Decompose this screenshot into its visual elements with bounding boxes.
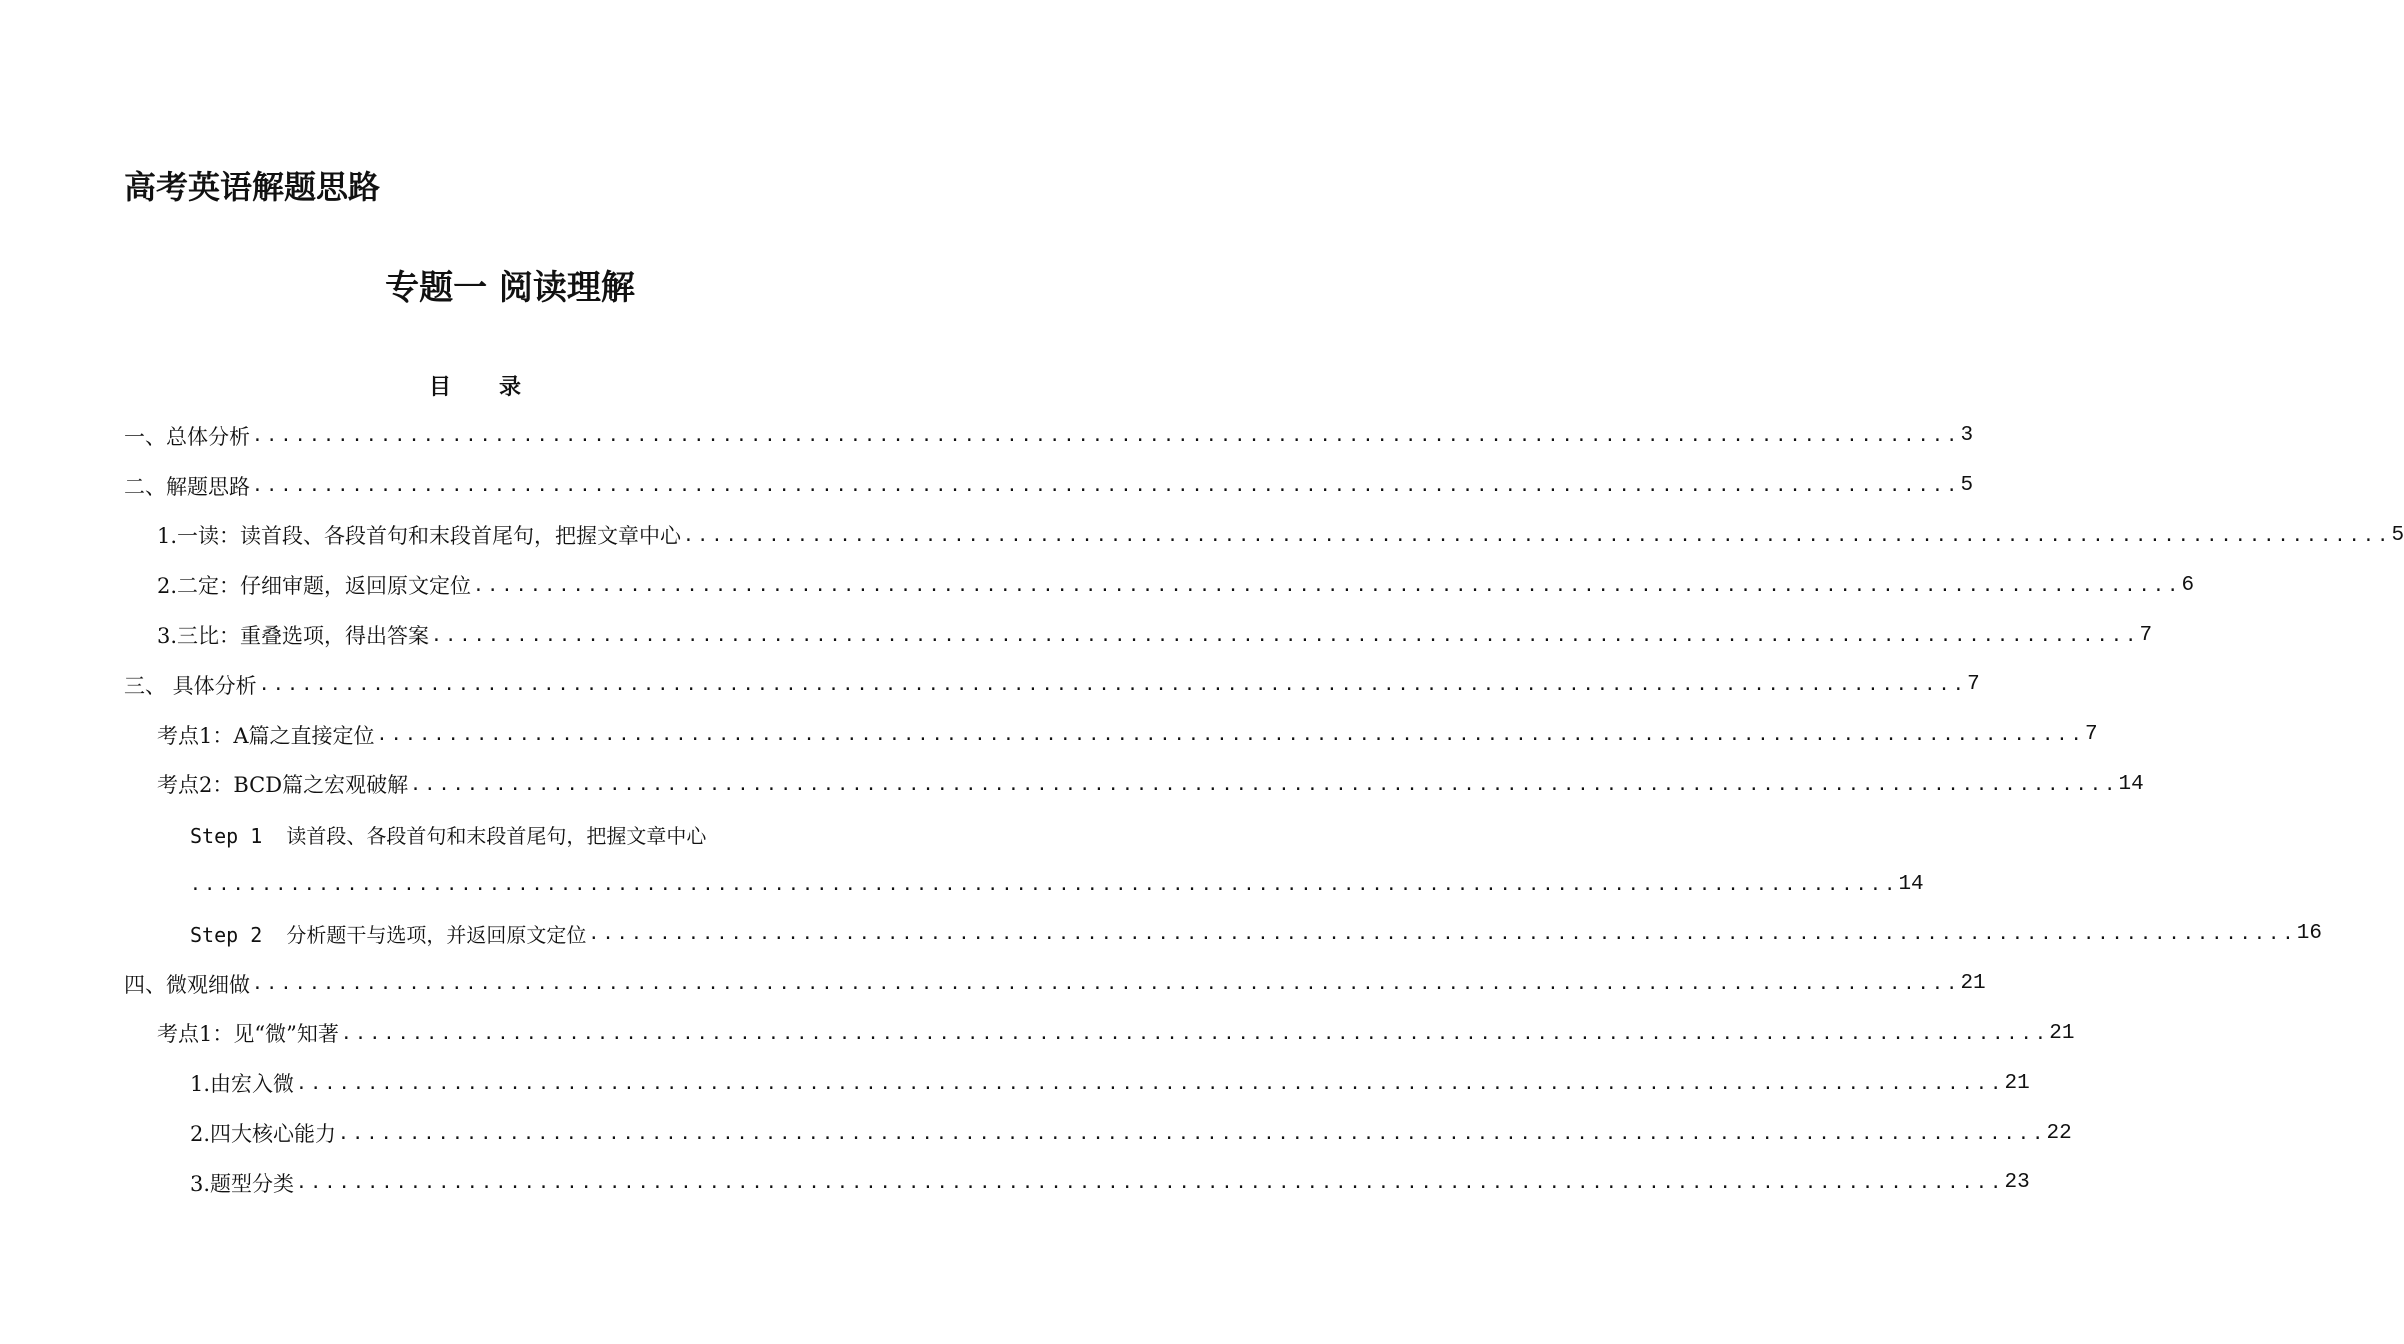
- toc-entry[interactable]: [124, 760, 2144, 810]
- toc-entry-label: 2.二定：仔细审题，返回原文定位: [157, 574, 472, 599]
- toc-entry-label: 二、解题思路: [124, 474, 250, 499]
- toc-entry-page: 7: [2139, 623, 2153, 647]
- toc-entry-label: 3.三比：重叠选项，得出答案: [157, 624, 430, 649]
- toc-entry-page: 22: [2046, 1121, 2072, 1145]
- toc-leader-dots: ........................................................................................................................: [431, 624, 2140, 646]
- toc-entry-label: 1.一读：读首段、各段首句和末段首尾句，把握文章中心: [157, 524, 682, 549]
- toc-entry[interactable]: [124, 959, 1986, 1009]
- toc-entry[interactable]: [124, 809, 828, 859]
- toc-leader-dots: ........................................................................................................................: [252, 475, 1961, 497]
- toc-entry-page: 7: [2084, 723, 2098, 747]
- toc-entry[interactable]: [124, 1158, 2030, 1208]
- toc-entry-label: 一、总体分析: [124, 424, 250, 449]
- toc-entry-continuation[interactable]: [124, 859, 1924, 909]
- toc-entry-page: 21: [1960, 972, 1986, 996]
- toc-entry-page: 3: [1960, 424, 1974, 448]
- toc-entry-page: 16: [2296, 922, 2322, 946]
- toc-entry[interactable]: [124, 610, 2153, 660]
- toc-entry[interactable]: [124, 909, 2322, 959]
- toc-entry-page: 5: [2391, 523, 2404, 547]
- toc-leader-dots: ........................................................................................................................: [410, 773, 2119, 795]
- toc-leader-dots: ........................................................................................................................: [340, 1022, 2050, 1044]
- toc-leader-dots: ........................................................................................................................: [338, 1122, 2047, 1144]
- toc-entry-label: Step 2 分析题干与选项，并返回原文定位: [190, 923, 587, 948]
- toc-entry-label: Step 1 读首段、各段首句和末段首尾句，把握文章中心: [190, 823, 707, 848]
- toc-leader-dots: ........................................................................................................................: [296, 1072, 2005, 1094]
- toc-heading: 目录: [428, 374, 569, 400]
- toc-entry-label: 考点2：BCD篇之宏观破解: [157, 773, 409, 798]
- toc-leader-dots: ........................................................................................................................: [190, 873, 1899, 895]
- table-of-contents: [124, 411, 2404, 1208]
- toc-leader-dots: ........................................................................................................................: [258, 674, 1968, 696]
- toc-entry-label: 考点1：见“微”知著: [157, 1022, 339, 1047]
- document-title: 高考英语解题思路: [124, 168, 381, 206]
- toc-entry-label: 考点1：A篇之直接定位: [157, 723, 375, 748]
- toc-leader-dots: ........................................................................................................................: [683, 524, 2392, 546]
- toc-entry[interactable]: [124, 710, 2098, 760]
- document-subtitle: 专题一 阅读理解: [385, 268, 635, 308]
- toc-leader-dots: ........................................................................................................................: [376, 724, 2085, 746]
- toc-entry-label: 2.四大核心能力: [190, 1122, 337, 1147]
- toc-entry-label: 3.题型分类: [190, 1171, 295, 1196]
- toc-entry[interactable]: [124, 461, 1974, 511]
- toc-entry-page: 5: [1960, 474, 1974, 498]
- toc-entry-page: 6: [2181, 573, 2195, 597]
- toc-entry-label: 1.由宏入微: [190, 1072, 295, 1097]
- toc-entry[interactable]: [124, 1009, 2075, 1059]
- toc-entry[interactable]: [124, 1058, 2030, 1108]
- toc-entry[interactable]: [124, 1108, 2072, 1158]
- toc-entry[interactable]: [124, 411, 1974, 461]
- toc-entry-page: 21: [2049, 1021, 2075, 1045]
- toc-entry-page: 7: [1967, 673, 1980, 697]
- toc-entry-label: 四、微观细做: [124, 972, 250, 997]
- toc-entry-label: 三、 具体分析: [124, 673, 257, 698]
- toc-entry-page: 14: [1898, 872, 1924, 896]
- toc-leader-dots: ........................................................................................................................: [296, 1172, 2005, 1194]
- toc-entry-page: 21: [2004, 1071, 2030, 1095]
- toc-entry-page: 14: [2118, 772, 2144, 796]
- toc-leader-dots: ........................................................................................................................: [252, 973, 1961, 995]
- toc-entry-page: 23: [2004, 1171, 2030, 1195]
- toc-entry[interactable]: [124, 560, 2195, 610]
- toc-entry[interactable]: [124, 511, 2404, 561]
- toc-leader-dots: ........................................................................................................................: [252, 425, 1961, 447]
- toc-leader-dots: ........................................................................................................................: [473, 574, 2182, 596]
- toc-entry[interactable]: [124, 660, 1980, 710]
- toc-leader-dots: ........................................................................................................................: [588, 923, 2297, 945]
